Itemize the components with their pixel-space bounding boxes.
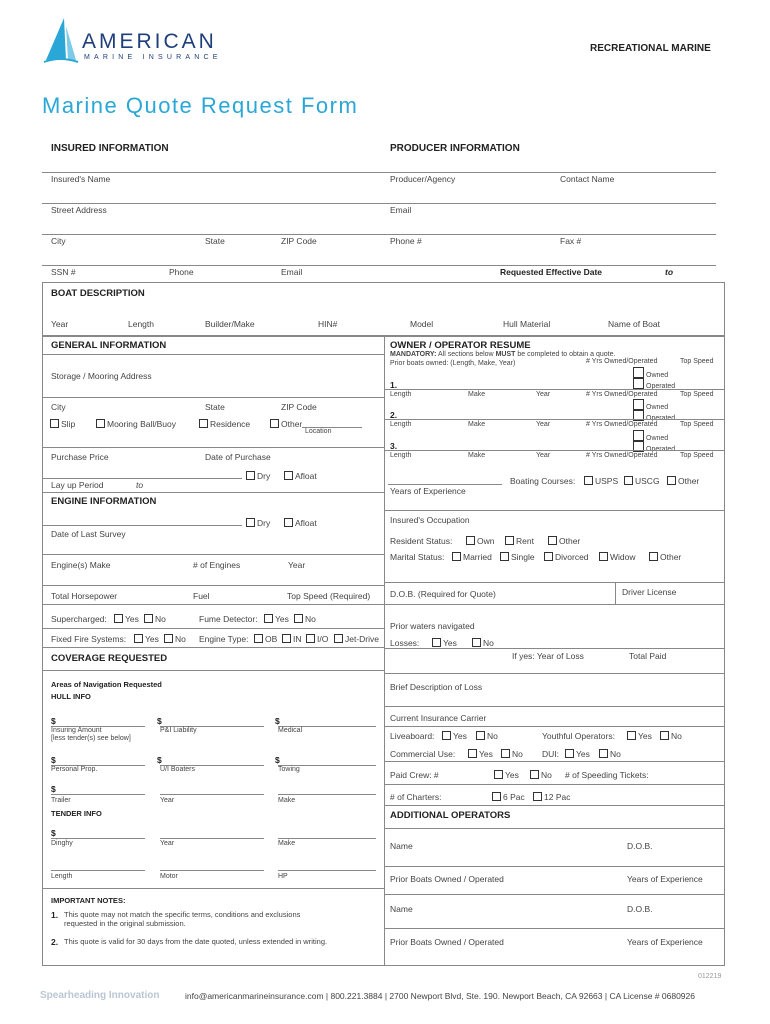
- note1-text-cont: requested in the original submission.: [64, 919, 186, 928]
- location-label: Location: [305, 428, 332, 435]
- crew-yes[interactable]: Yes: [494, 770, 519, 780]
- op2-dob-label[interactable]: D.O.B.: [627, 904, 653, 914]
- prior-3-yrs[interactable]: # Yrs Owned/Operated: [586, 452, 658, 459]
- prior-boat-1-num: 1.: [390, 380, 398, 390]
- uninsured-label[interactable]: U/I Boaters: [160, 766, 196, 773]
- losses-yes[interactable]: Yes: [432, 638, 457, 648]
- crew-no[interactable]: No: [530, 770, 552, 780]
- op1-name-label[interactable]: Name: [390, 841, 413, 851]
- purchase-date-label[interactable]: Date of Purchase: [205, 452, 271, 462]
- tender-title: TENDER INFO: [51, 809, 102, 818]
- city-label[interactable]: City: [51, 236, 66, 246]
- fume-yes[interactable]: Yes: [264, 614, 289, 624]
- commercial-yes[interactable]: Yes: [468, 749, 493, 759]
- general-state-label[interactable]: State: [205, 402, 225, 412]
- courses-other-checkbox[interactable]: Other: [667, 476, 699, 486]
- yrs-owned-header: # Yrs Owned/Operated: [586, 358, 658, 365]
- liveaboard-yes[interactable]: Yes: [442, 731, 467, 741]
- trailer-dollar: $: [51, 784, 56, 794]
- dob-label[interactable]: D.O.B. (Required for Quote): [390, 589, 496, 599]
- total-paid-label[interactable]: Total Paid: [629, 651, 667, 661]
- prior-3-top[interactable]: Top Speed: [680, 452, 714, 459]
- slip-checkbox[interactable]: Slip: [50, 419, 75, 429]
- survey-label[interactable]: Date of Last Survey: [51, 529, 126, 539]
- carrier-label[interactable]: Current Insurance Carrier: [390, 713, 487, 723]
- storage-label[interactable]: Storage / Mooring Address: [51, 371, 152, 381]
- state-label[interactable]: State: [205, 236, 225, 246]
- youthful-label: Youthful Operators:: [542, 731, 615, 741]
- brief-loss-label[interactable]: Brief Description of Loss: [390, 682, 483, 692]
- boat-length-label[interactable]: Length: [128, 319, 154, 329]
- experience-label[interactable]: Years of Experience: [390, 486, 466, 496]
- engine-dry-checkbox[interactable]: Dry: [246, 518, 270, 528]
- occupation-label[interactable]: Insured's Occupation: [390, 515, 470, 525]
- fume-label: Fume Detector:: [199, 614, 258, 624]
- prior-2-top[interactable]: Top Speed: [680, 421, 714, 428]
- towing-dollar: $: [275, 755, 280, 765]
- type-io[interactable]: I/O: [306, 634, 328, 644]
- trailer-make-label[interactable]: Make: [278, 797, 296, 804]
- prior-1-yrs[interactable]: # Yrs Owned/Operated: [586, 391, 658, 398]
- courses-label: Boating Courses:: [510, 476, 576, 486]
- other-location-checkbox[interactable]: Other: [270, 419, 302, 429]
- op2-prior-label[interactable]: Prior Boats Owned / Operated: [390, 937, 504, 947]
- notes-title: IMPORTANT NOTES:: [51, 896, 126, 905]
- boat-title: BOAT DESCRIPTION: [51, 288, 145, 299]
- fire-yes[interactable]: Yes: [134, 634, 159, 644]
- engine-type-label: Engine Type:: [199, 634, 249, 644]
- op1-prior-label[interactable]: Prior Boats Owned / Operated: [390, 874, 504, 884]
- engine-title: ENGINE INFORMATION: [51, 496, 157, 507]
- ssn-label[interactable]: SSN #: [51, 267, 76, 277]
- mooring-checkbox[interactable]: Mooring Ball/Buoy: [96, 419, 176, 429]
- prior-boat-2-num: 2.: [390, 410, 398, 420]
- widow-checkbox[interactable]: Widow: [599, 552, 636, 562]
- op1-years-label[interactable]: Years of Experience: [627, 874, 703, 884]
- general-title: GENERAL INFORMATION: [51, 340, 167, 351]
- speeding-label[interactable]: # of Speeding Tickets:: [565, 770, 649, 780]
- insuring-dollar: $: [51, 716, 56, 726]
- prior-1-year[interactable]: Year: [536, 391, 551, 398]
- dui-label: DUI:: [542, 749, 559, 759]
- prior-2-length[interactable]: Length: [390, 421, 412, 428]
- tender-dollar: $: [51, 828, 56, 838]
- dinghy-make-label[interactable]: Make: [278, 840, 296, 847]
- insured-email-label[interactable]: Email: [281, 267, 303, 277]
- owned-checkbox-2[interactable]: Owned: [633, 399, 668, 411]
- op1-dob-label[interactable]: D.O.B.: [627, 841, 653, 851]
- dinghy-label[interactable]: Dinghy: [51, 840, 73, 847]
- pi-label[interactable]: P&I Liability: [160, 727, 197, 734]
- twelve-pac-checkbox[interactable]: 12 Pac: [533, 792, 570, 802]
- medical-dollar: $: [275, 716, 280, 726]
- dry-checkbox[interactable]: Dry: [246, 471, 270, 481]
- engine-year-label[interactable]: Year: [288, 560, 306, 570]
- zip-label[interactable]: ZIP Code: [281, 236, 317, 246]
- personal-label[interactable]: Personal Prop.: [51, 766, 98, 773]
- fume-no[interactable]: No: [294, 614, 316, 624]
- op2-name-label[interactable]: Name: [390, 904, 413, 914]
- producer-agency-label[interactable]: Producer/Agency: [390, 174, 456, 184]
- owned-checkbox-3[interactable]: Owned: [633, 430, 668, 442]
- six-pac-checkbox[interactable]: 6 Pac: [492, 792, 525, 802]
- prior-1-top[interactable]: Top Speed: [680, 391, 714, 398]
- resident-label: Resident Status:: [390, 536, 453, 546]
- marital-label: Marital Status:: [390, 552, 445, 562]
- op2-years-label[interactable]: Years of Experience: [627, 937, 703, 947]
- coverage-title: COVERAGE REQUESTED: [51, 653, 168, 664]
- personal-dollar: $: [51, 755, 56, 765]
- losses-label: Losses:: [390, 638, 420, 648]
- brand-name: AMERICAN: [82, 30, 217, 53]
- charters-label[interactable]: # of Charters:: [390, 792, 442, 802]
- motor-label[interactable]: Motor: [160, 873, 178, 880]
- type-in[interactable]: IN: [282, 634, 302, 644]
- supercharged-yes[interactable]: Yes: [114, 614, 139, 624]
- youthful-yes[interactable]: Yes: [627, 731, 652, 741]
- street-address-label[interactable]: Street Address: [51, 205, 107, 215]
- engine-make-label[interactable]: Engine(s) Make: [51, 560, 111, 570]
- commercial-label: Commercial Use:: [390, 749, 456, 759]
- form-title: Marine Quote Request Form: [42, 93, 359, 118]
- insuring-label[interactable]: Insuring Amount: [51, 727, 102, 734]
- note2-text: This quote is valid for 30 days from the date quoted, unless extended in writing.: [64, 937, 328, 946]
- header-category: RECREATIONAL MARINE: [590, 43, 711, 54]
- dui-no[interactable]: No: [599, 749, 621, 759]
- hull-info-label: HULL INFO: [51, 692, 91, 701]
- insured-title: INSURED INFORMATION: [51, 143, 169, 154]
- note1-text: This quote may not match the specific terms, conditions and exclusions: [64, 910, 301, 919]
- producer-title: PRODUCER INFORMATION: [390, 143, 520, 154]
- paid-crew-label[interactable]: Paid Crew: #: [390, 770, 439, 780]
- footer-contact: info@americanmarineinsurance.com | 800.221.3884 | 2700 Newport Blvd, Ste. 190. Newport Beach, CA 92663 | CA License # 0680926: [185, 991, 695, 1001]
- type-jet[interactable]: Jet-Drive: [334, 634, 379, 644]
- usps-checkbox[interactable]: USPS: [584, 476, 618, 486]
- trailer-year-label[interactable]: Year: [160, 797, 175, 804]
- contact-name-label[interactable]: Contact Name: [560, 174, 615, 184]
- towing-label[interactable]: Towing: [278, 766, 300, 773]
- medical-label[interactable]: Medical: [278, 727, 303, 734]
- builder-label[interactable]: Builder/Make: [205, 319, 255, 329]
- type-ob[interactable]: OB: [254, 634, 277, 644]
- marital-other-checkbox[interactable]: Other: [649, 552, 681, 562]
- num-engines-label[interactable]: # of Engines: [193, 560, 241, 570]
- horsepower-label[interactable]: Total Horsepower: [51, 591, 118, 601]
- form-code: 012219: [698, 973, 722, 980]
- top-speed-header: Top Speed: [680, 358, 714, 365]
- prior-1-length[interactable]: Length: [390, 391, 412, 398]
- prior-boat-3-num: 3.: [390, 441, 398, 451]
- model-label[interactable]: Model: [410, 319, 434, 329]
- additional-title: ADDITIONAL OPERATORS: [390, 810, 511, 821]
- loss-year-label[interactable]: If yes: Year of Loss: [512, 651, 584, 661]
- losses-no[interactable]: No: [472, 638, 494, 648]
- prior-3-year[interactable]: Year: [536, 452, 551, 459]
- youthful-no[interactable]: No: [660, 731, 682, 741]
- operated-checkbox-2[interactable]: Operated: [633, 410, 675, 422]
- prior-2-yrs[interactable]: # Yrs Owned/Operated: [586, 421, 658, 428]
- operated-checkbox-3[interactable]: Operated: [633, 441, 675, 453]
- operated-checkbox-1[interactable]: Operated: [633, 378, 675, 390]
- prior-boats-label: Prior boats owned: (Length, Make, Year): [390, 360, 516, 367]
- areas-label[interactable]: Areas of Navigation Requested: [51, 680, 162, 689]
- mandatory-note: MANDATORY: All sections below MUST be completed to obtain a quote.: [390, 351, 616, 358]
- hin-label[interactable]: HIN#: [318, 319, 338, 329]
- rent-checkbox[interactable]: Rent: [505, 536, 534, 546]
- supercharged-no[interactable]: No: [144, 614, 166, 624]
- prior-2-year[interactable]: Year: [536, 421, 551, 428]
- prior-3-make[interactable]: Make: [468, 452, 486, 459]
- producer-phone-label[interactable]: Phone #: [390, 236, 422, 246]
- brand-sub: MARINE INSURANCE: [84, 54, 222, 61]
- afloat-checkbox[interactable]: Afloat: [284, 471, 317, 481]
- own-checkbox[interactable]: Own: [466, 536, 494, 546]
- top-speed-label[interactable]: Top Speed (Required): [287, 591, 371, 601]
- purchase-price-label[interactable]: Purchase Price: [51, 452, 109, 462]
- license-label[interactable]: Driver License: [622, 587, 677, 597]
- producer-email-label[interactable]: Email: [390, 205, 412, 215]
- note2-num: 2.: [51, 937, 59, 947]
- insuring-sub-label: [less tender(s) see below]: [51, 735, 131, 742]
- prior-2-make[interactable]: Make: [468, 421, 486, 428]
- dui-yes[interactable]: Yes: [565, 749, 590, 759]
- waters-label[interactable]: Prior waters navigated: [390, 621, 475, 631]
- fax-label[interactable]: Fax #: [560, 236, 582, 246]
- supercharged-label: Supercharged:: [51, 614, 107, 624]
- note1-num: 1.: [51, 910, 59, 920]
- liveaboard-label: Liveaboard:: [390, 731, 435, 741]
- trailer-label[interactable]: Trailer: [51, 797, 71, 804]
- liveaboard-no[interactable]: No: [476, 731, 498, 741]
- layup-to-label: to: [136, 480, 144, 490]
- commercial-no[interactable]: No: [501, 749, 523, 759]
- owned-checkbox-1[interactable]: Owned: [633, 367, 668, 379]
- married-checkbox[interactable]: Married: [452, 552, 492, 562]
- layup-label[interactable]: Lay up Period: [51, 480, 104, 490]
- insured-phone-label[interactable]: Phone: [169, 267, 194, 277]
- insured-name-label[interactable]: Insured's Name: [51, 174, 111, 184]
- hull-material-label[interactable]: Hull Material: [503, 319, 551, 329]
- dinghy-year-label[interactable]: Year: [160, 840, 175, 847]
- fuel-label[interactable]: Fuel: [193, 591, 210, 601]
- tender-hp-label[interactable]: HP: [278, 873, 288, 880]
- resident-other-checkbox[interactable]: Other: [548, 536, 580, 546]
- residence-checkbox[interactable]: Residence: [199, 419, 250, 429]
- fire-no[interactable]: No: [164, 634, 186, 644]
- effective-to-label: to: [665, 267, 674, 277]
- engine-afloat-checkbox[interactable]: Afloat: [284, 518, 317, 528]
- single-checkbox[interactable]: Single: [500, 552, 535, 562]
- uscg-checkbox[interactable]: USCG: [624, 476, 660, 486]
- uninsured-dollar: $: [157, 755, 162, 765]
- prior-1-make[interactable]: Make: [468, 391, 486, 398]
- divorced-checkbox[interactable]: Divorced: [544, 552, 589, 562]
- pi-dollar: $: [157, 716, 162, 726]
- boat-name-label[interactable]: Name of Boat: [608, 319, 660, 329]
- general-city-label[interactable]: City: [51, 402, 66, 412]
- footer-tagline: Spearheading Innovation: [40, 990, 160, 1001]
- boat-year-label[interactable]: Year: [51, 319, 69, 329]
- effective-date-label[interactable]: Requested Effective Date: [500, 267, 603, 277]
- owner-title: OWNER / OPERATOR RESUME: [390, 340, 531, 351]
- sail-logo-icon: [42, 16, 80, 64]
- prior-3-length[interactable]: Length: [390, 452, 412, 459]
- fire-label: Fixed Fire Systems:: [51, 634, 127, 644]
- general-zip-label[interactable]: ZIP Code: [281, 402, 317, 412]
- tender-length-label[interactable]: Length: [51, 873, 73, 880]
